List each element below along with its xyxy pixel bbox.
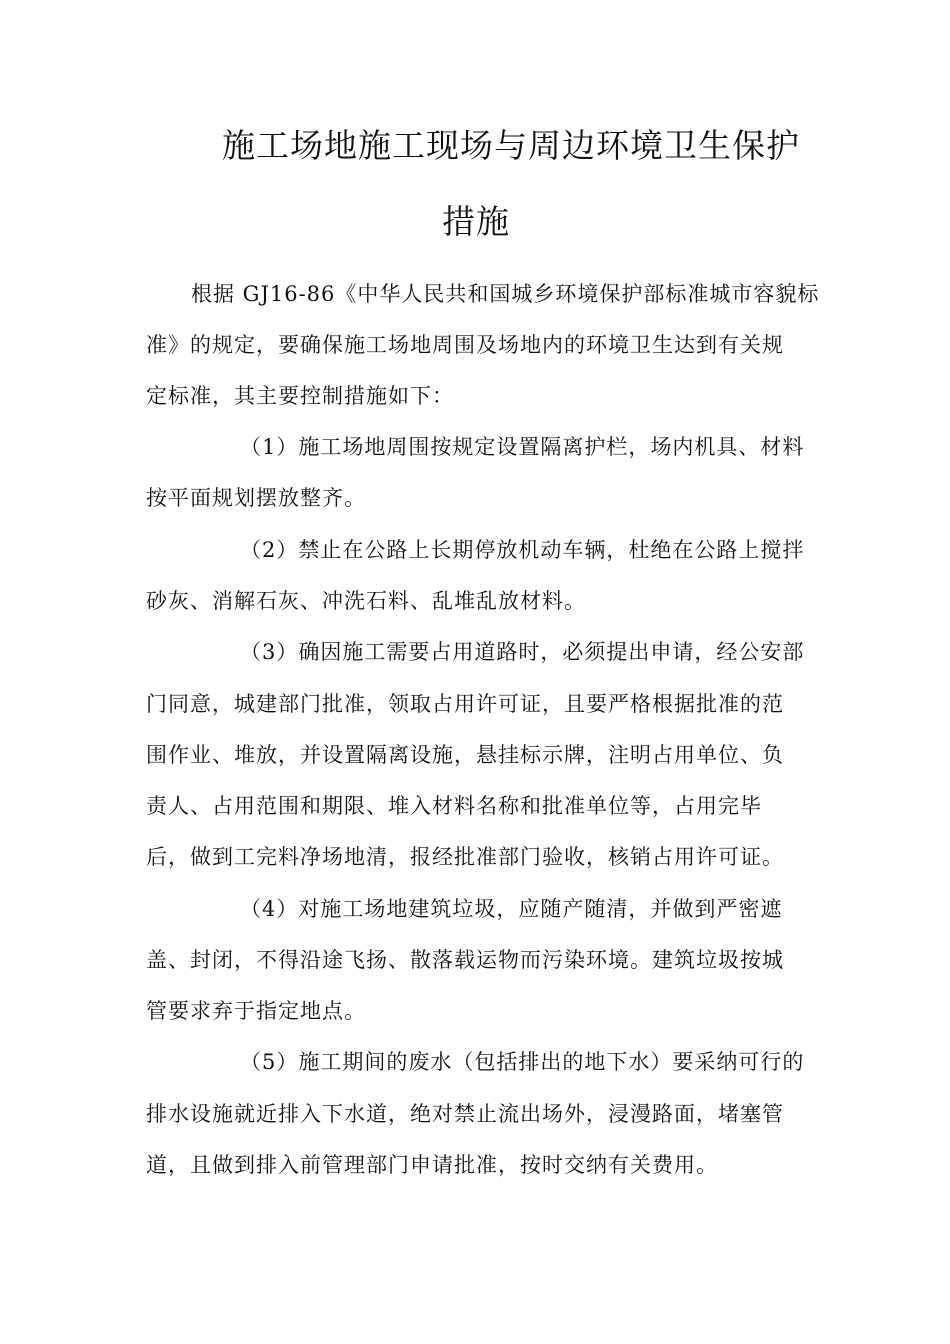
body-text-line: （2）禁止在公路上长期停放机动车辆，杜绝在公路上搅拌 bbox=[240, 538, 805, 562]
body-text-line: 定标准，其主要控制措施如下： bbox=[146, 384, 454, 408]
body-text-line: 根据 GJ16-86《中华人民共和国城乡环境保护部标准城市容貌标 bbox=[191, 282, 820, 306]
document-title-line-2: 措施 bbox=[442, 202, 510, 241]
body-text-line: 责人、占用范围和期限、堆入材料名称和批准单位等，占用完毕 bbox=[146, 794, 762, 818]
body-text-line: 按平面规划摆放整齐。 bbox=[146, 486, 366, 510]
body-text-line: 门同意，城建部门批准，领取占用许可证，且要严格根据批准的范 bbox=[146, 692, 784, 716]
body-text-line: 后，做到工完料净场地清，报经批准部门验收，核销占用许可证。 bbox=[146, 845, 784, 869]
body-text-line: 砂灰、消解石灰、冲洗石料、乱堆乱放材料。 bbox=[146, 589, 586, 613]
body-text-line: （1）施工场地周围按规定设置隔离护栏，场内机具、材料 bbox=[240, 435, 805, 459]
body-text-line: （3）确因施工需要占用道路时，必须提出申请，经公安部 bbox=[240, 640, 805, 664]
body-text-line: 道，且做到排入前管理部门申请批准，按时交纳有关费用。 bbox=[146, 1153, 718, 1177]
document-title-line-1: 施工场地施工现场与周边环境卫生保护 bbox=[222, 126, 800, 165]
body-text-line: 排水设施就近排入下水道，绝对禁止流出场外，浸漫路面，堵塞管 bbox=[146, 1102, 784, 1126]
body-text-line: （5）施工期间的废水（包括排出的地下水）要采纳可行的 bbox=[240, 1050, 805, 1074]
body-text-line: 管要求弃于指定地点。 bbox=[146, 999, 366, 1023]
body-text-line: 准》的规定，要确保施工场地周围及场地内的环境卫生达到有关规 bbox=[146, 333, 784, 357]
body-text-line: 围作业、堆放，并设置隔离设施，悬挂标示牌，注明占用单位、负 bbox=[146, 743, 784, 767]
body-text-line: 盖、封闭，不得沿途飞扬、散落载运物而污染环境。建筑垃圾按城 bbox=[146, 948, 784, 972]
body-text-line: （4）对施工场地建筑垃圾，应随产随清，并做到严密遮 bbox=[240, 897, 783, 921]
